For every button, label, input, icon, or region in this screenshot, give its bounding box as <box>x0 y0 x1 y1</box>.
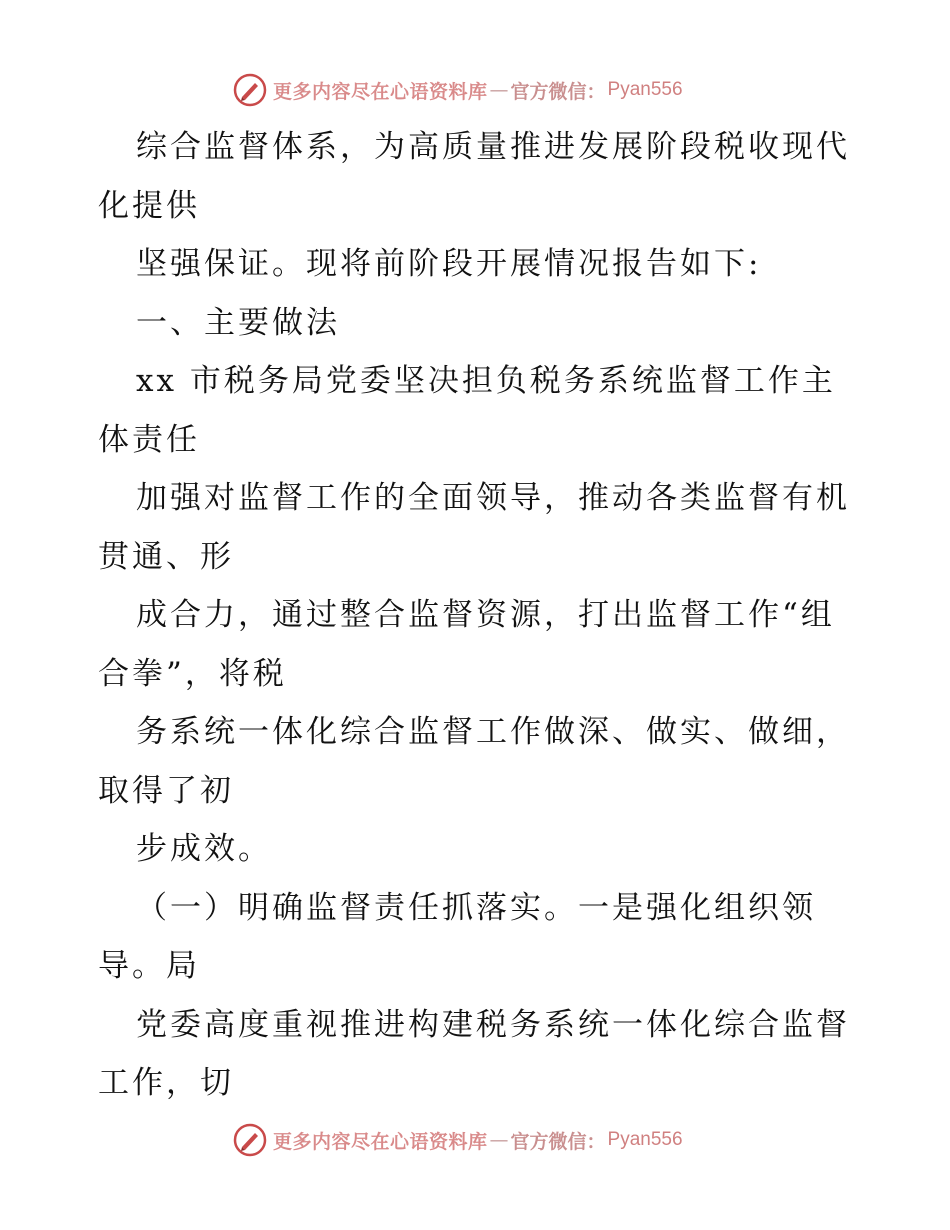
watermark-slogan: 更多内容尽在心语资料库 <box>273 80 488 103</box>
paragraph-first-line: 加强对监督工作的全面领导，推动各类监督有机 <box>136 480 850 516</box>
paragraph-first-line: 务系统一体化综合监督工作做深、做实、做细， <box>136 714 850 750</box>
watermark-contact-id: Pyan556 <box>607 79 683 100</box>
paragraph-first-line: xx 市税务局党委坚决担负税务系统监督工作主 <box>136 363 836 399</box>
paragraph <box>98 352 858 469</box>
document-body <box>98 118 858 1113</box>
watermark-contact-label: 官方微信： <box>510 80 606 103</box>
quill-seal-icon <box>233 73 267 107</box>
subsection-heading <box>98 879 858 996</box>
paragraph-first-line: （一）明确监督责任抓落实。一是强化组织领 <box>136 889 816 926</box>
section-heading <box>98 294 858 353</box>
watermark-dash: — <box>489 79 509 101</box>
paragraph-wrapped-line: 取得了初 <box>98 772 234 809</box>
paragraph-wrapped-line: 工作，切 <box>98 1065 234 1101</box>
paragraph-wrapped-line: 化提供 <box>98 187 200 224</box>
paragraph <box>98 996 858 1113</box>
watermark-dash: — <box>489 1129 509 1151</box>
watermark-contact-label: 官方微信： <box>510 1130 606 1153</box>
section-heading-text: 一、主要做法 <box>136 304 340 341</box>
paragraph-wrapped-line: 贯通、形 <box>98 538 234 575</box>
paragraph <box>98 469 858 586</box>
paragraph-first-line: 坚强保证。现将前阶段开展情况报告如下: <box>136 246 762 282</box>
quill-seal-icon <box>233 1123 267 1157</box>
header-watermark-banner <box>233 72 683 108</box>
paragraph <box>98 235 858 294</box>
watermark-contact-id: Pyan556 <box>607 1129 683 1150</box>
paragraph-first-line: 综合监督体系，为高质量推进发展阶段税收现代 <box>136 129 850 165</box>
paragraph-first-line: 步成效。 <box>136 831 272 867</box>
paragraph <box>98 118 858 235</box>
paragraph <box>98 586 858 703</box>
paragraph-first-line: 成合力，通过整合监督资源，打出监督工作“组 <box>136 597 835 633</box>
paragraph-wrapped-line: 导。局 <box>98 948 200 984</box>
paragraph <box>98 703 858 820</box>
footer-watermark-banner <box>233 1122 683 1158</box>
paragraph-first-line: 党委高度重视推进构建税务系统一体化综合监督 <box>136 1006 850 1043</box>
paragraph-wrapped-line: 合拳”，将税 <box>98 655 287 692</box>
paragraph <box>98 820 858 879</box>
watermark-slogan: 更多内容尽在心语资料库 <box>273 1130 488 1153</box>
paragraph-wrapped-line: 体责任 <box>98 421 200 458</box>
